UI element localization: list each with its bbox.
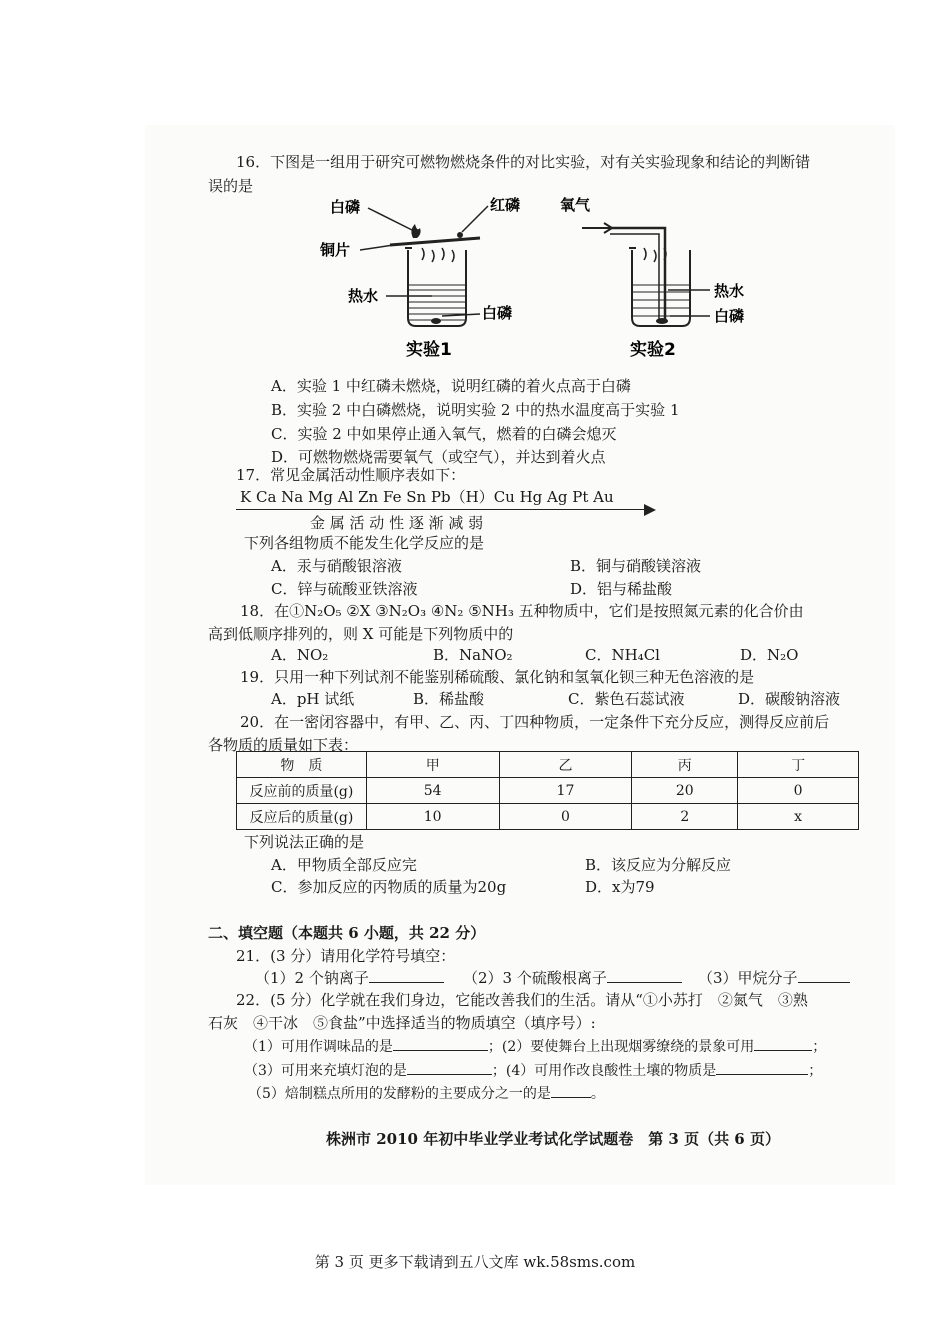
q21-part3-label: （3）甲烷分子 — [698, 969, 798, 987]
exam-page-footer: 株洲市 2010 年初中毕业学业考试化学试题卷 第 3 页（共 6 页） — [326, 1130, 780, 1148]
q20-option-b: B．该反应为分解反应 — [585, 856, 732, 874]
q22-line-c — [248, 1083, 605, 1104]
q20-option-d: D．x为79 — [585, 878, 655, 896]
table-row — [237, 778, 859, 804]
section2-title: 二、填空题（本题共 6 小题，共 22 分） — [208, 924, 486, 942]
table-header-cell: 丁 — [738, 752, 859, 778]
table-cell: 54 — [366, 778, 499, 804]
experiment2-beaker — [610, 228, 690, 326]
table-header-row — [237, 752, 859, 778]
q22-answer-4[interactable] — [716, 1060, 808, 1075]
experiment1-beaker — [390, 238, 480, 326]
table-cell: 2 — [632, 804, 738, 830]
q22-part5-label: （5）焙制糕点所用的发酵粉的主要成分之一的是 — [248, 1086, 551, 1102]
label-oxygen: 氧气 — [560, 196, 591, 214]
q18-option-d: D．N₂O — [740, 646, 799, 664]
experiment2-caption: 实验2 — [630, 340, 676, 360]
table-cell: 10 — [366, 804, 499, 830]
q17-title: 17．常见金属活动性顺序表如下： — [236, 466, 466, 484]
table-header-cell: 甲 — [366, 752, 499, 778]
oxygen-arrow-icon — [582, 223, 612, 233]
q16-stem-line2: 误的是 — [208, 177, 254, 195]
table-cell: x — [738, 804, 859, 830]
q20-stem-line2: 各物质的质量如下表： — [208, 736, 359, 754]
flame-icon — [411, 224, 420, 238]
q17-question: 下列各组物质不能发生化学反应的是 — [244, 534, 485, 552]
table-cell: 17 — [499, 778, 632, 804]
q21-part2 — [463, 968, 682, 988]
q22-period: 。 — [590, 1086, 605, 1102]
q22-semicolon: ； — [812, 1039, 827, 1055]
white-phosphorus-exp2-icon — [656, 318, 668, 324]
red-phosphorus-icon — [457, 232, 463, 238]
q21-answer-2[interactable] — [607, 968, 682, 983]
q21-part1-label: （1）2 个钠离子 — [255, 969, 369, 987]
table-header-cell: 物 质 — [237, 752, 367, 778]
white-phosphorus-bottom-icon — [431, 318, 441, 324]
table-cell: 20 — [632, 778, 738, 804]
q22-part4-label: ；(4）可用作改良酸性土壤的物质是 — [491, 1063, 717, 1079]
q20-question: 下列说法正确的是 — [244, 833, 365, 851]
q21-stem: 21．(3 分）请用化学符号填空： — [236, 947, 456, 965]
q21-answer-1[interactable] — [369, 968, 444, 983]
activity-arrow-caption: 金 属 活 动 性 逐 渐 减 弱 — [310, 514, 484, 532]
table-cell: 0 — [738, 778, 859, 804]
label-white-phosphorus-top: 白磷 — [330, 198, 361, 216]
q18-option-a: A．NO₂ — [271, 646, 329, 664]
table-header-cell: 乙 — [499, 752, 632, 778]
q22-answer-2[interactable] — [754, 1036, 812, 1051]
q19-option-b: B．稀盐酸 — [413, 690, 485, 708]
q22-semicolon: ； — [808, 1063, 823, 1079]
q21-answer-3[interactable] — [798, 968, 850, 983]
table-header-cell: 丙 — [632, 752, 738, 778]
q19-option-c: C．紫色石蕊试液 — [568, 690, 685, 708]
q20-option-a: A．甲物质全部反应完 — [271, 856, 417, 874]
label-copper-sheet: 铜片 — [320, 241, 351, 259]
metal-activity-series: K Ca Na Mg Al Zn Fe Sn Pb（H）Cu Hg Ag Pt Au — [240, 488, 614, 506]
q22-answer-1[interactable] — [393, 1036, 488, 1051]
q16-option-d: D．可燃物燃烧需要氧气（或空气），并达到着火点 — [271, 448, 606, 466]
q16-stem-line1: 16．下图是一组用于研究可燃物燃烧条件的对比实验，对有关实验现象和结论的判断错 — [236, 153, 811, 171]
q18-stem-line1: 18．在①N₂O₅ ②X ③N₂O₃ ④N₂ ⑤NH₃ 五种物质中，它们是按照氮元素的化合价由 — [240, 602, 804, 620]
combustion-experiment-figure — [320, 190, 770, 365]
q20-option-c: C．参加反应的丙物质的质量为20g — [271, 878, 507, 896]
q19-stem: 19．只用一种下列试剂不能鉴别稀硫酸、氯化钠和氢氧化钡三种无色溶液的是 — [240, 668, 755, 686]
q22-line-b — [244, 1060, 822, 1081]
q19-option-a: A．pH 试纸 — [271, 690, 355, 708]
q22-line-a — [244, 1036, 826, 1057]
label-white-phosphorus-2: 白磷 — [714, 307, 745, 325]
table-cell: 反应后的质量(g) — [237, 804, 367, 830]
q22-stem-line2: 石灰 ④干冰 ⑤食盐”中选择适当的物质填空（填序号）: — [208, 1014, 596, 1032]
q16-option-c: C．实验 2 中如果停止通入氧气，燃着的白磷会熄灭 — [271, 425, 617, 443]
activity-arrow-line — [236, 509, 646, 510]
q22-part3-label: （3）可用来充填灯泡的是 — [244, 1063, 407, 1079]
q18-option-c: C．NH₄Cl — [585, 646, 660, 664]
q18-option-b: B．NaNO₂ — [433, 646, 513, 664]
q17-option-d: D．铝与稀盐酸 — [570, 580, 673, 598]
q22-part1-label: （1）可用作调味品的是 — [244, 1039, 393, 1055]
q22-answer-5[interactable] — [551, 1083, 591, 1098]
activity-arrow-head-icon — [644, 504, 656, 516]
q17-option-c: C．锌与硫酸亚铁溶液 — [271, 580, 418, 598]
mass-table — [236, 751, 859, 830]
q20-stem-line1: 20．在一密闭容器中，有甲、乙、丙、丁四种物质，一定条件下充分反应，测得反应前后 — [240, 713, 830, 731]
label-hot-water-1: 热水 — [348, 287, 379, 305]
site-footer: 第 3 页 更多下载请到五八文库 wk.58sms.com — [314, 1253, 636, 1271]
q17-option-a: A．汞与硝酸银溶液 — [271, 557, 402, 575]
q21-part2-label: （2）3 个硫酸根离子 — [463, 969, 607, 987]
q18-stem-line2: 高到低顺序排列的，则 X 可能是下列物质中的 — [208, 625, 514, 643]
table-cell: 反应前的质量(g) — [237, 778, 367, 804]
q19-option-d: D．碳酸钠溶液 — [738, 690, 841, 708]
q21-part1 — [255, 968, 444, 988]
label-hot-water-2: 热水 — [714, 282, 745, 300]
q22-stem-line1: 22．(5 分）化学就在我们身边，它能改善我们的生活。请从“①小苏打 ②氮气 ③熟 — [236, 991, 808, 1009]
q16-option-b: B．实验 2 中白磷燃烧，说明实验 2 中的热水温度高于实验 1 — [271, 401, 680, 419]
q16-option-a: A．实验 1 中红磷未燃烧，说明红磷的着火点高于白磷 — [271, 377, 631, 395]
q17-option-b: B．铜与硝酸镁溶液 — [570, 557, 702, 575]
experiment1-caption: 实验1 — [406, 340, 452, 360]
q22-answer-3[interactable] — [407, 1060, 492, 1075]
table-row — [237, 804, 859, 830]
label-white-phosphorus-bottom: 白磷 — [482, 304, 513, 322]
q21-part3 — [698, 968, 850, 988]
table-cell: 0 — [499, 804, 632, 830]
label-red-phosphorus: 红磷 — [490, 196, 521, 214]
q22-part2-label: ；(2）要使舞台上出现烟雾缭绕的景象可用 — [487, 1039, 755, 1055]
